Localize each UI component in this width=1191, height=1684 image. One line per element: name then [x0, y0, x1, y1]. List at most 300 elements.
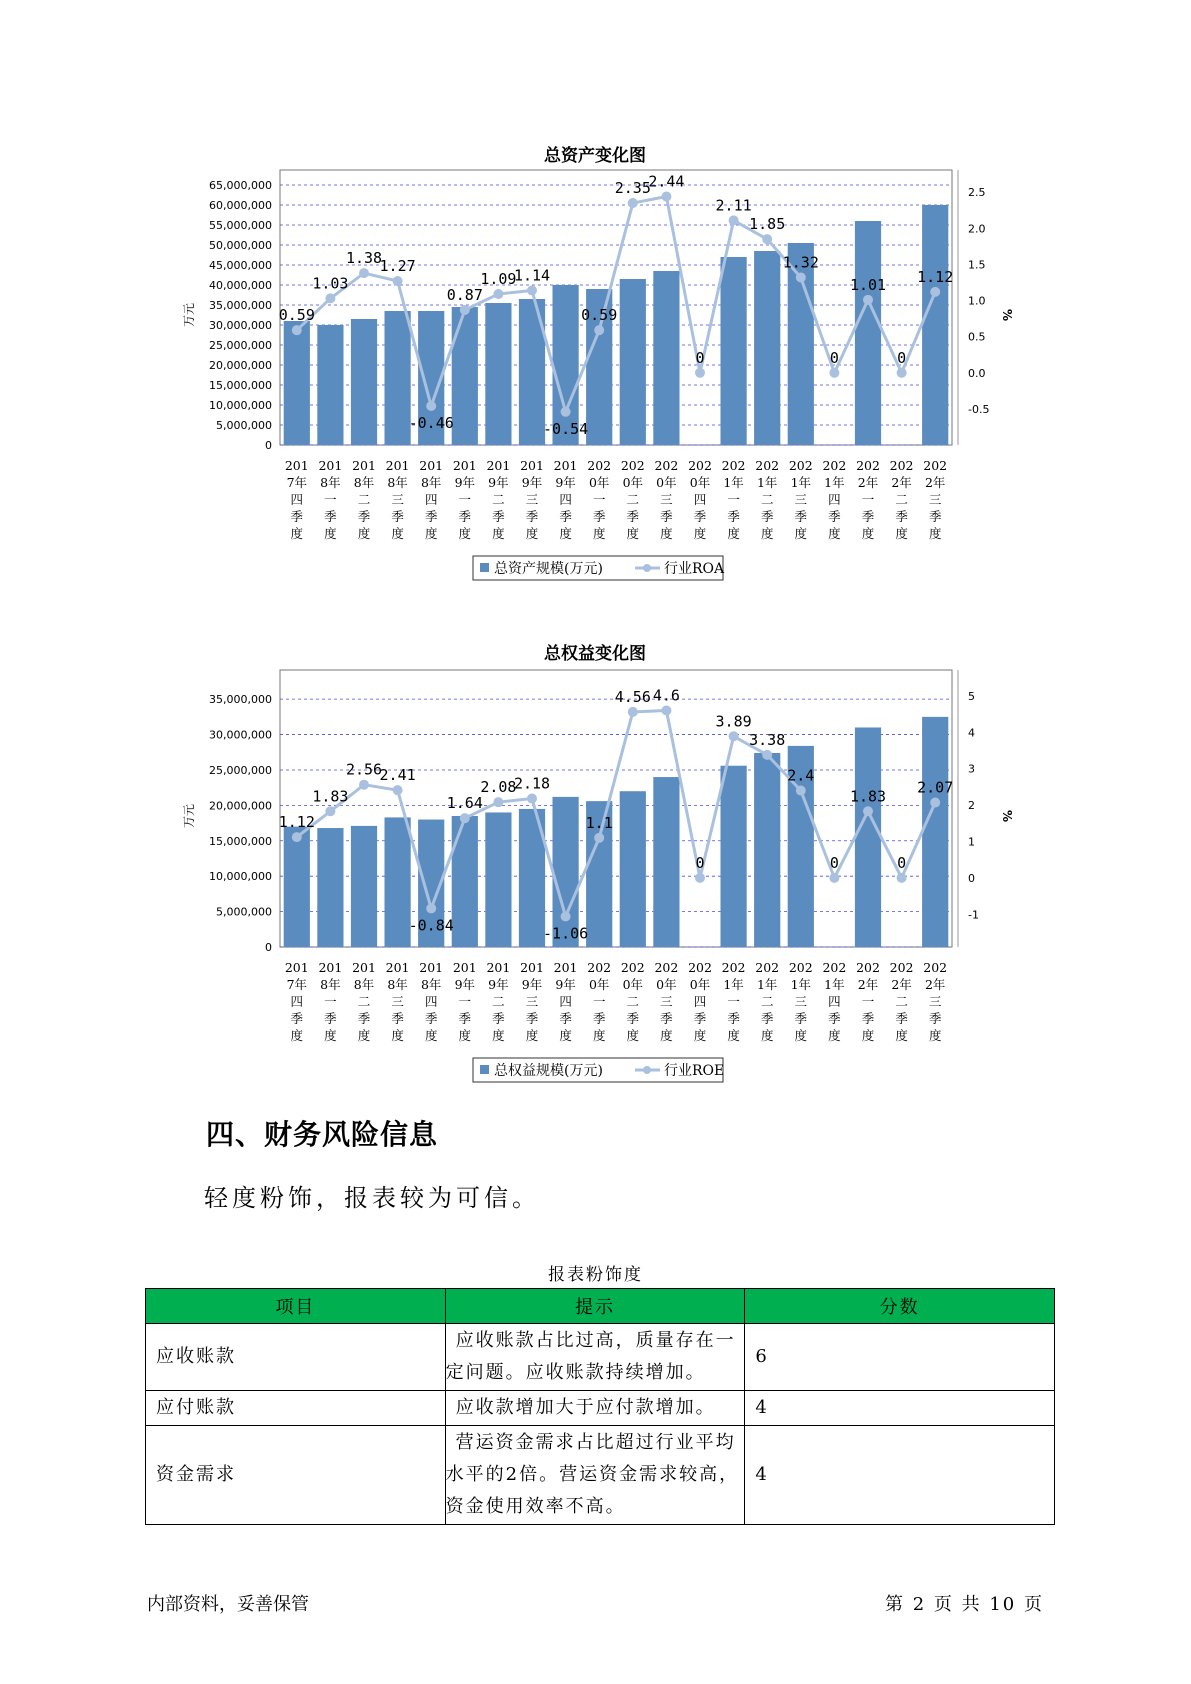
category-label: 202	[620, 458, 645, 473]
category-label: 四	[828, 994, 841, 1009]
left-axis-tick-label: 15,000,000	[209, 379, 272, 392]
category-label: 季	[895, 1011, 908, 1026]
line-point	[695, 368, 705, 378]
category-label: 一	[861, 994, 875, 1009]
category-label: 9年	[555, 977, 576, 992]
category-label: 季	[592, 509, 606, 524]
category-label: 四	[290, 994, 304, 1009]
category-label: 8年	[320, 977, 341, 992]
line-point	[460, 305, 470, 315]
category-label: 二	[895, 994, 908, 1009]
line-point	[762, 750, 772, 760]
category-label: 一	[861, 492, 875, 507]
category-label: 度	[861, 1028, 875, 1043]
category-label: 度	[492, 526, 505, 541]
data-label: 3.89	[715, 712, 752, 731]
bar	[855, 727, 881, 947]
category-label: 201	[486, 960, 511, 975]
category-label: 201	[352, 458, 376, 473]
category-label: 四	[559, 994, 572, 1009]
category-label: 二	[626, 994, 640, 1009]
bar	[653, 271, 679, 445]
category-label: 0年	[622, 475, 644, 490]
table-cell-item: 应收账款	[146, 1324, 446, 1391]
data-label: 1.14	[513, 266, 551, 285]
category-label: 0年	[689, 475, 711, 490]
category-label: 季	[660, 1011, 673, 1026]
category-label: 季	[693, 1011, 707, 1026]
line-point	[695, 873, 705, 883]
category-label: 度	[626, 1028, 640, 1043]
category-label: 1年	[756, 977, 778, 992]
data-label: -0.84	[408, 916, 454, 935]
legend-swatch-point	[643, 1066, 651, 1074]
left-axis-label: 万元	[182, 302, 196, 328]
left-axis-tick-label: 15,000,000	[209, 834, 272, 848]
bar	[922, 205, 948, 445]
category-label: 1年	[790, 475, 812, 490]
bar	[351, 319, 377, 445]
data-label: 2.18	[513, 774, 551, 793]
category-label: 度	[357, 1028, 371, 1043]
data-label: 1.38	[345, 249, 383, 268]
data-label: 1.83	[312, 787, 349, 806]
data-label: 2.08	[480, 778, 517, 797]
legend-swatch-point	[643, 564, 651, 572]
data-label: 0.59	[581, 306, 618, 325]
category-label: 0年	[689, 977, 711, 992]
data-label: 1.32	[782, 253, 819, 272]
line-point	[527, 285, 537, 295]
category-label: 一	[592, 492, 606, 507]
category-label: 度	[626, 526, 640, 541]
category-label: 季	[324, 1011, 337, 1026]
category-label: 201	[553, 960, 578, 975]
category-label: 度	[525, 526, 539, 541]
category-label: 202	[587, 960, 612, 975]
table-row	[146, 1324, 1055, 1391]
left-axis-tick-label: 10,000,000	[209, 399, 272, 412]
bar	[855, 221, 881, 445]
category-label: 度	[324, 526, 337, 541]
category-label: 三	[391, 994, 404, 1009]
category-label: 9年	[555, 475, 576, 490]
category-label: 201	[486, 458, 511, 473]
table-cell-item: 资金需求	[146, 1426, 446, 1525]
category-label: 季	[391, 1011, 404, 1026]
category-label: 度	[861, 526, 875, 541]
category-label: 一	[592, 994, 606, 1009]
data-label: 4.56	[614, 687, 651, 706]
table-caption: 报表粉饰度	[548, 1265, 643, 1285]
category-label: 201	[318, 458, 343, 473]
category-label: 度	[760, 1028, 774, 1043]
left-axis-tick-label: 0	[265, 439, 272, 452]
category-label: 度	[424, 1028, 438, 1043]
category-label: 季	[928, 1011, 942, 1026]
category-label: 一	[727, 994, 740, 1009]
total-assets-chart-svg	[0, 135, 1191, 595]
line-point	[897, 873, 907, 883]
category-label: 四	[693, 492, 707, 507]
category-label: 度	[525, 1028, 539, 1043]
category-label: 季	[928, 509, 942, 524]
category-label: 二	[492, 994, 505, 1009]
bar	[720, 766, 746, 947]
category-label: 季	[861, 509, 875, 524]
left-axis-tick-label: 35,000,000	[209, 693, 272, 707]
category-label: 季	[727, 509, 740, 524]
legend-label: 总资产规模(万元)	[494, 561, 603, 577]
category-label: 8年	[353, 977, 375, 992]
category-label: 一	[727, 492, 740, 507]
category-label: 二	[760, 994, 774, 1009]
category-label: 四	[693, 994, 707, 1009]
data-label: 1.12	[917, 267, 954, 286]
data-label: 0	[829, 348, 839, 367]
category-label: 2年	[891, 977, 912, 992]
data-label: 1.1	[585, 813, 613, 832]
category-label: 201	[284, 458, 309, 473]
table-cell-score: 6	[745, 1324, 1055, 1391]
category-label: 度	[592, 526, 606, 541]
table-header-score: 分数	[745, 1289, 1055, 1324]
category-label: 季	[727, 1011, 740, 1026]
right-axis-tick-label: 0	[968, 871, 975, 885]
bar	[452, 816, 478, 947]
legend-label: 总权益规模(万元)	[494, 1063, 603, 1079]
category-label: 202	[856, 458, 880, 473]
data-label: 4.6	[652, 686, 680, 705]
bar	[384, 817, 410, 947]
table-cell-hint: 应收账款占比过高，质量存在一定问题。应收账款持续增加。	[445, 1324, 745, 1391]
data-label: 0	[897, 853, 907, 872]
right-axis-tick-label: -0.5	[968, 402, 990, 416]
data-label: 0	[695, 348, 705, 367]
data-label: 1.64	[446, 794, 483, 813]
category-label: 一	[324, 492, 337, 507]
category-label: 二	[357, 492, 371, 507]
data-label: 2.35	[614, 179, 651, 198]
table-row	[146, 1426, 1055, 1525]
category-label: 度	[290, 1028, 304, 1043]
category-label: 202	[889, 960, 914, 975]
right-axis-tick-label: 0.5	[968, 330, 986, 344]
category-label: 202	[788, 458, 813, 473]
legend-label: 行业ROA	[664, 561, 725, 577]
legend-label: 行业ROE	[664, 1063, 725, 1079]
right-axis-tick-label: 1.0	[968, 294, 986, 308]
category-label: 201	[318, 960, 343, 975]
bar	[620, 791, 646, 947]
category-label: 202	[688, 960, 712, 975]
category-label: 季	[592, 1011, 606, 1026]
left-axis-tick-label: 35,000,000	[209, 299, 272, 312]
line-point	[897, 368, 907, 378]
category-label: 季	[492, 509, 505, 524]
category-label: 201	[452, 960, 477, 975]
category-label: 度	[928, 526, 942, 541]
left-axis-tick-label: 25,000,000	[209, 339, 272, 352]
legend-swatch-bar	[480, 1065, 489, 1074]
category-label: 四	[828, 492, 841, 507]
bar	[317, 828, 343, 947]
category-label: 0年	[656, 475, 677, 490]
category-label: 季	[760, 509, 774, 524]
bar	[620, 279, 646, 445]
right-axis-tick-label: 1	[968, 835, 975, 849]
category-label: 202	[822, 458, 847, 473]
line-point	[762, 234, 772, 244]
data-label: 2.4	[787, 766, 815, 785]
category-label: 1年	[790, 977, 812, 992]
category-label: 四	[290, 492, 304, 507]
category-label: 9年	[454, 977, 476, 992]
data-label: 0.87	[446, 285, 483, 304]
category-label: 201	[520, 960, 544, 975]
bar	[653, 777, 679, 947]
left-axis-tick-label: 30,000,000	[209, 728, 272, 742]
category-label: 季	[828, 509, 841, 524]
category-label: 201	[419, 960, 444, 975]
left-axis-tick-label: 20,000,000	[209, 359, 272, 372]
category-label: 季	[391, 509, 404, 524]
category-label: 8年	[387, 977, 408, 992]
data-label: 1.09	[480, 270, 517, 289]
left-axis-tick-label: 55,000,000	[209, 219, 272, 232]
category-label: 度	[458, 1028, 472, 1043]
left-axis-tick-label: 65,000,000	[209, 179, 272, 192]
category-label: 8年	[420, 977, 442, 992]
line-point	[561, 911, 571, 921]
line-point	[796, 786, 806, 796]
total-equity-chart-svg	[0, 635, 1191, 1095]
footer-confidential-note: 内部资料，妥善保管	[147, 1594, 309, 1615]
category-label: 202	[688, 458, 712, 473]
data-label: -0.46	[408, 414, 454, 432]
category-label: 二	[760, 492, 774, 507]
line-point	[829, 873, 839, 883]
category-label: 三	[660, 994, 673, 1009]
legend	[473, 1058, 724, 1082]
bar	[284, 321, 310, 445]
category-label: 季	[794, 509, 808, 524]
left-axis-tick-label: 0	[265, 941, 272, 954]
left-axis-tick-label: 50,000,000	[209, 239, 272, 252]
category-label: 四	[559, 492, 572, 507]
category-label: 季	[660, 509, 673, 524]
plot-area	[280, 670, 952, 947]
table-cell-score: 4	[745, 1391, 1055, 1426]
bar	[720, 257, 746, 445]
data-label: 1.12	[278, 813, 315, 832]
data-label: 1.27	[379, 257, 416, 276]
category-label: 度	[559, 526, 572, 541]
category-label: 度	[492, 1028, 505, 1043]
category-label: 1年	[756, 475, 778, 490]
category-label: 季	[424, 509, 438, 524]
data-label: 1.03	[312, 274, 349, 293]
category-label: 季	[492, 1011, 505, 1026]
data-label: 3.38	[749, 730, 786, 749]
line-point	[628, 707, 638, 717]
category-label: 季	[458, 509, 472, 524]
category-label: 1年	[824, 977, 845, 992]
right-axis-tick-label: -1	[968, 908, 979, 922]
line-point	[460, 813, 470, 823]
category-label: 度	[693, 1028, 707, 1043]
category-label: 季	[525, 509, 539, 524]
category-label: 三	[928, 994, 942, 1009]
category-label: 8年	[353, 475, 375, 490]
category-label: 201	[520, 458, 544, 473]
category-label: 2年	[857, 475, 879, 490]
category-label: 四	[424, 492, 438, 507]
line-point	[325, 806, 335, 816]
category-label: 二	[357, 994, 371, 1009]
category-label: 7年	[286, 977, 308, 992]
data-label: 1.01	[849, 275, 887, 294]
category-label: 0年	[622, 977, 644, 992]
category-label: 202	[923, 458, 948, 473]
bar	[452, 307, 478, 445]
category-label: 度	[592, 1028, 606, 1043]
line-point	[930, 287, 940, 297]
category-label: 202	[755, 458, 780, 473]
data-label: 1.83	[849, 787, 887, 806]
table-cell-hint: 营运资金需求占比超过行业平均水平的2倍。营运资金需求较高，资金使用效率不高。	[445, 1426, 745, 1525]
left-axis-tick-label: 5,000,000	[216, 905, 272, 919]
category-label: 度	[828, 1028, 841, 1043]
category-label: 度	[391, 1028, 404, 1043]
category-label: 三	[525, 492, 539, 507]
category-label: 9年	[454, 475, 476, 490]
line-point	[292, 832, 302, 842]
category-label: 202	[620, 960, 645, 975]
right-axis-tick-label: 5	[968, 689, 975, 703]
category-label: 1年	[723, 977, 744, 992]
category-label: 8年	[320, 475, 341, 490]
data-label: -1.06	[543, 924, 589, 943]
category-label: 季	[559, 509, 572, 524]
category-label: 202	[587, 458, 612, 473]
line-point	[359, 268, 369, 278]
category-label: 度	[895, 1028, 908, 1043]
category-label: 度	[290, 526, 304, 541]
category-label: 度	[559, 1028, 572, 1043]
line-point	[426, 401, 436, 411]
left-axis-tick-label: 5,000,000	[216, 419, 272, 432]
table-cell-score: 4	[745, 1426, 1055, 1525]
left-axis-tick-label: 40,000,000	[209, 279, 272, 292]
window-dressing-table	[145, 1288, 1055, 1525]
line-point	[628, 198, 638, 208]
category-label: 季	[794, 1011, 808, 1026]
category-label: 1年	[824, 475, 845, 490]
category-label: 201	[553, 458, 578, 473]
category-label: 8年	[387, 475, 408, 490]
category-label: 季	[290, 1011, 304, 1026]
category-label: 度	[660, 1028, 673, 1043]
category-label: 三	[794, 994, 808, 1009]
category-label: 二	[492, 492, 505, 507]
category-label: 季	[760, 1011, 774, 1026]
total-equity-chart	[0, 635, 1191, 1095]
category-label: 度	[424, 526, 438, 541]
data-label: 0	[897, 348, 907, 367]
bar	[317, 325, 343, 445]
category-label: 度	[357, 526, 371, 541]
data-label: 2.07	[917, 778, 954, 797]
category-label: 7年	[286, 475, 308, 490]
bar	[351, 826, 377, 947]
category-label: 201	[284, 960, 309, 975]
category-label: 度	[928, 1028, 942, 1043]
category-label: 季	[828, 1011, 841, 1026]
data-label: -0.54	[543, 419, 589, 438]
category-label: 9年	[521, 475, 543, 490]
category-label: 度	[727, 1028, 740, 1043]
category-label: 202	[923, 960, 948, 975]
data-label: 2.56	[345, 760, 383, 779]
line-point	[561, 407, 571, 417]
data-label: 2.11	[715, 196, 752, 215]
category-label: 201	[352, 960, 376, 975]
category-label: 0年	[656, 977, 677, 992]
left-axis-tick-label: 25,000,000	[209, 763, 272, 777]
right-axis-label: %	[1000, 809, 1014, 823]
category-label: 2年	[891, 475, 912, 490]
bar	[384, 311, 410, 445]
category-label: 季	[458, 1011, 472, 1026]
left-axis-label: 万元	[182, 803, 196, 829]
category-label: 一	[324, 994, 337, 1009]
bar	[754, 753, 780, 947]
bar	[754, 251, 780, 445]
category-label: 四	[424, 994, 438, 1009]
table-cell-item: 应付账款	[146, 1391, 446, 1426]
right-axis-tick-label: 4	[968, 726, 975, 740]
category-label: 度	[660, 526, 673, 541]
category-label: 季	[559, 1011, 572, 1026]
category-label: 季	[357, 1011, 371, 1026]
category-label: 0年	[588, 977, 610, 992]
category-label: 度	[794, 1028, 808, 1043]
line-point	[393, 276, 403, 286]
category-label: 季	[861, 1011, 875, 1026]
line-point	[796, 272, 806, 282]
line-point	[930, 798, 940, 808]
total-assets-chart	[0, 135, 1191, 595]
category-label: 8年	[420, 475, 442, 490]
line-point	[863, 295, 873, 305]
section-summary: 轻度粉饰，报表较为可信。	[204, 1184, 540, 1212]
category-label: 三	[391, 492, 404, 507]
line-point	[661, 192, 671, 202]
category-label: 度	[895, 526, 908, 541]
data-label: 0	[829, 853, 839, 872]
data-label: 2.44	[648, 172, 685, 191]
category-label: 一	[458, 994, 472, 1009]
line-point	[426, 903, 436, 913]
table-header-row	[146, 1289, 1055, 1324]
category-label: 三	[660, 492, 673, 507]
category-label: 三	[928, 492, 942, 507]
bar	[485, 303, 511, 445]
chart-title: 总权益变化图	[544, 644, 646, 664]
category-label: 2年	[924, 475, 946, 490]
category-label: 202	[788, 960, 813, 975]
